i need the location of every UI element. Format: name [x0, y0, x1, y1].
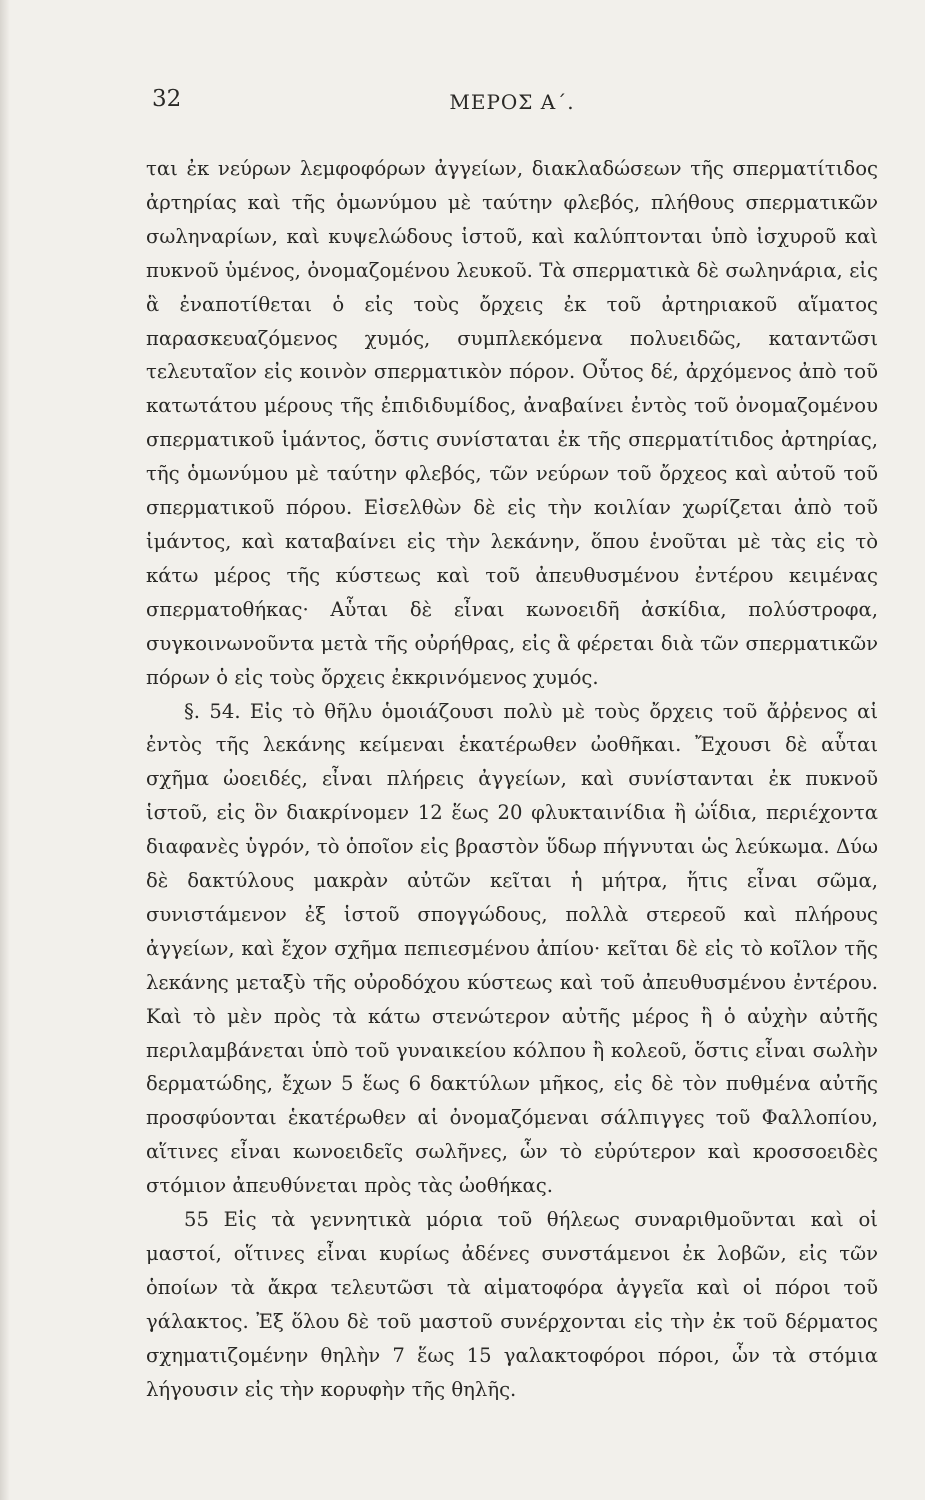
- running-head: ΜΕΡΟΣ Α΄.: [449, 90, 575, 114]
- page-edge: [0, 0, 10, 1500]
- page-number: 32: [152, 86, 182, 112]
- page-header: [146, 86, 878, 126]
- paragraph-3: 55 Εἰς τὰ γεννητικὰ μόρια τοῦ θήλεως συναριθμοῦνται καὶ οἱ μαστοί, οἵτινες εἶναι κυρίως ἀδένες συνστάμενοι ἐκ λοβῶν, εἰς τῶν ὁποίων τὰ ἄκρα τελευτῶσι τὰ αἱματοφόρα ἀγγεῖα καὶ οἱ πόροι τοῦ γάλακτος. Ἐξ ὅλου δὲ τοῦ μαστοῦ συνέρχονται εἰς τὴν ἐκ τοῦ δέρματος σχηματιζομένην θηλὴν 7 ἕως 15 γαλακτοφόροι πόροι, ὧν τὰ στόμια λήγουσιν εἰς τὴν κορυφὴν τῆς θηλῆς.: [146, 1208, 878, 1401]
- paragraph-2: §. 54. Εἰς τὸ θῆλυ ὁμοιάζουσι πολὺ μὲ τοὺς ὄρχεις τοῦ ἄῤῥενος αἱ ἐντὸς τῆς λεκάνης κείμεναι ἑκατέρωθεν ὠοθῆκαι. Ἔχουσι δὲ αὗται σχῆμα ὠοειδές, εἶναι πλήρεις ἀγγείων, καὶ συνίστανται ἐκ πυκνοῦ ἱστοῦ, εἰς ὃν διακρίνομεν 12 ἕως 20 φλυκταινίδια ἢ ὠΐδια, περιέχοντα διαφανὲς ὑγρόν, τὸ ὁποῖον εἰς βραστὸν ὕδωρ πήγνυται ὡς λεύκωμα. Δύω δὲ δακτύλους μακρὰν αὐτῶν κεῖται ἡ μήτρα, ἥτις εἶναι σῶμα, συνιστάμενον ἐξ ἱστοῦ σπογγώδους, πολλὰ στερεοῦ καὶ πλήρους ἀγγείων, καὶ ἔχον σχῆμα πεπιεσμένου ἀπίου· κεῖται δὲ εἰς τὸ κοῖλον τῆς λεκάνης μεταξὺ τῆς οὐροδόχου κύστεως καὶ τοῦ ἀπευθυσμένου ἐντέρου. Καὶ τὸ μὲν πρὸς τὰ κάτω στενώτερον αὐτῆς μέρος ἢ ὁ αὐχὴν αὐτῆς περιλαμβάνεται ὑπὸ τοῦ γυναικείου κόλπου ἢ κολεοῦ, ὅστις εἶναι σωλὴν δερματώδης, ἔχων 5 ἕως 6 δακτύλων μῆκος, εἰς δὲ τὸν πυθμένα αὐτῆς προσφύονται ἑκατέρωθεν αἱ ὀνομαζόμεναι σάλπιγγες τοῦ Φαλλοπίου, αἵτινες εἶναι κωνοειδεῖς σωλῆνες, ὧν τὸ εὐρύτερον καὶ κροσσοειδὲς στόμιον ἀπευθύνεται πρὸς τὰς ὠοθήκας.: [146, 699, 878, 1198]
- paragraph-1: ται ἐκ νεύρων λεμφοφόρων ἀγγείων, διακλαδώσεων τῆς σπερματίτιδος ἀρτηρίας καὶ τῆς ὁμωνύμου μὲ ταύτην φλεβός, πλήθους σπερματικῶν σωληναρίων, καὶ κυψελώδους ἱστοῦ, καὶ καλύπτονται ὑπὸ ἰσχυροῦ καὶ πυκνοῦ ὑμένος, ὀνομαζομένου λευκοῦ. Τὰ σπερματικὰ δὲ σωληνάρια, εἰς ἃ ἐναποτίθεται ὁ εἰς τοὺς ὄρχεις ἐκ τοῦ ἀρτηριακοῦ αἵματος παρασκευαζόμενος χυμός, συμπλεκόμενα πολυειδῶς, καταντῶσι τελευταῖον εἰς κοινὸν σπερματικὸν πόρον. Οὗτος δέ, ἀρχόμενος ἀπὸ τοῦ κατωτάτου μέρους τῆς ἐπιδιδυμίδος, ἀναβαίνει ἐντὸς τοῦ ὀνομαζομένου σπερματικοῦ ἱμάντος, ὅστις συνίσταται ἐκ τῆς σπερματίτιδος ἀρτηρίας, τῆς ὁμωνύμου μὲ ταύτην φλεβός, τῶν νεύρων τοῦ ὄρχεος καὶ αὐτοῦ τοῦ σπερματικοῦ πόρου. Εἰσελθὼν δὲ εἰς τὴν κοιλίαν χωρίζεται ἀπὸ τοῦ ἱμάντος, καὶ καταβαίνει εἰς τὴν λεκάνην, ὅπου ἑνοῦται μὲ τὰς εἰς τὸ κάτω μέρος τῆς κύστεως καὶ τοῦ ἀπευθυσμένου ἐντέρου κειμένας σπερματοθήκας· Αὗται δὲ εἶναι κωνοειδῆ ἀσκίδια, πολύστροφα, συγκοινωνοῦντα μετὰ τῆς οὐρήθρας, εἰς ἃ φέρεται διὰ τῶν σπερματικῶν πόρων ὁ εἰς τοὺς ὄρχεις ἐκκρινόμενος χυμός.: [146, 157, 878, 689]
- body-text: [146, 152, 878, 1407]
